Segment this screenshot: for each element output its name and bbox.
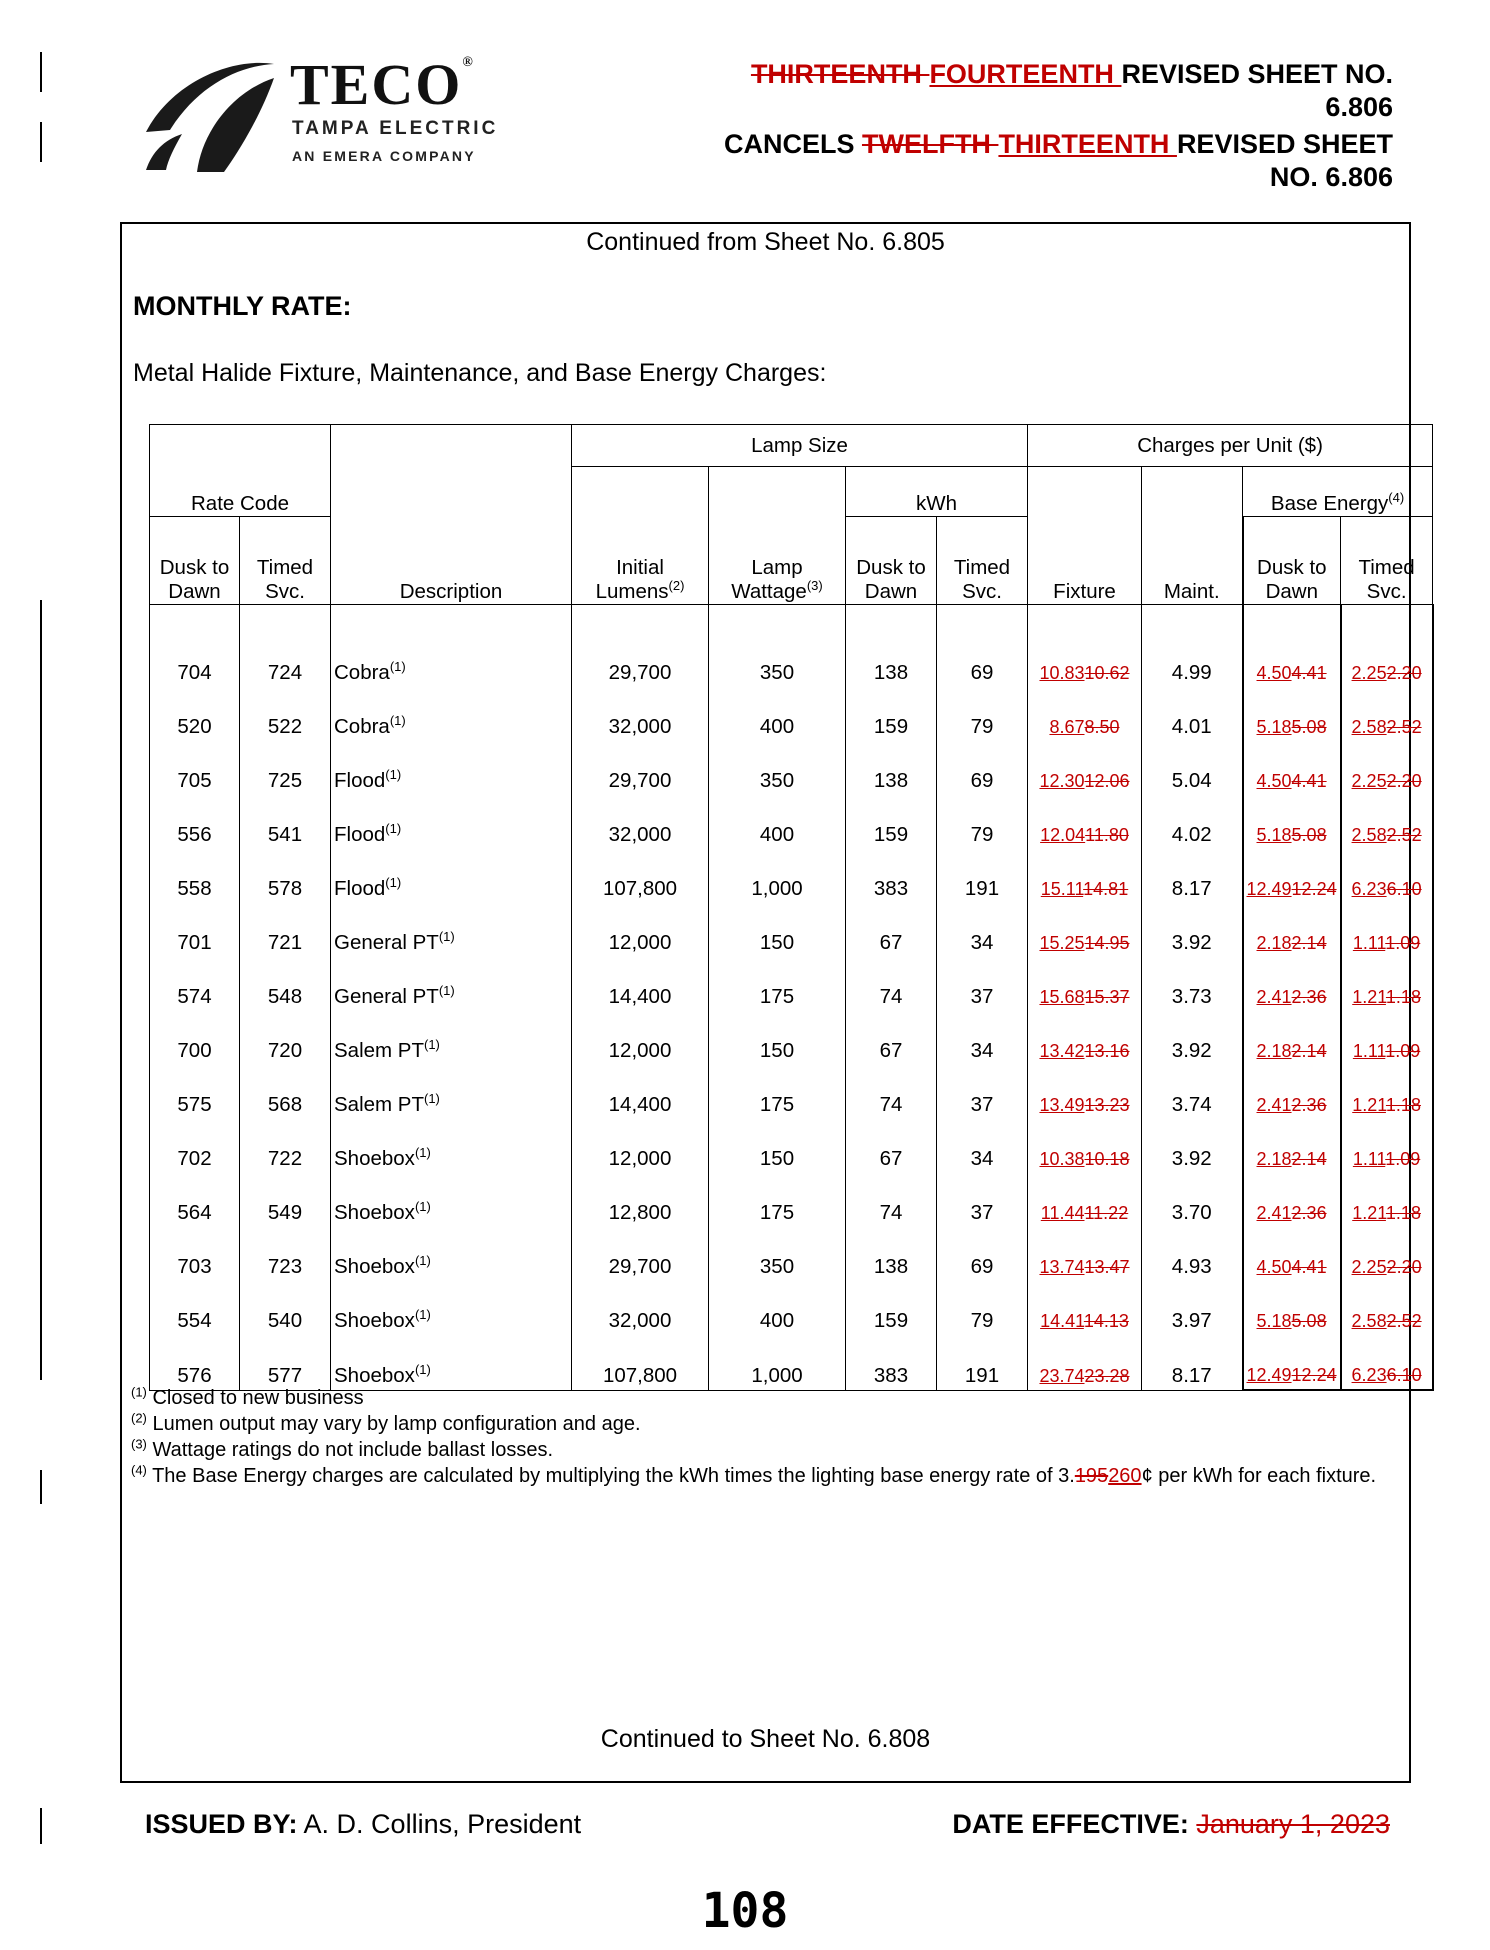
change-bar bbox=[40, 600, 42, 1380]
lamp-wattage: 350 bbox=[709, 605, 846, 688]
kwh-dusk: 138 bbox=[846, 605, 937, 688]
rate-dusk-header: Dusk to Dawn bbox=[150, 517, 240, 605]
fixture-description: General PT$^{(1)}$ bbox=[331, 957, 572, 1011]
base-energy-timed: 2.582.52 bbox=[1341, 1281, 1433, 1335]
description-header: Description bbox=[331, 425, 572, 605]
rate-code-dusk: 556 bbox=[150, 795, 240, 849]
kwh-timed: 69 bbox=[937, 741, 1028, 795]
rate-code-timed: 549 bbox=[240, 1173, 331, 1227]
fixture-charge: 15.1114.81 bbox=[1028, 849, 1142, 903]
maint-header: Maint. bbox=[1142, 467, 1243, 605]
table-row bbox=[150, 1119, 1433, 1173]
lamp-wattage: 400 bbox=[709, 1281, 846, 1335]
lamp-wattage: 175 bbox=[709, 1173, 846, 1227]
fixture-charge: 12.3012.06 bbox=[1028, 741, 1142, 795]
kwh-timed: 34 bbox=[937, 1011, 1028, 1065]
kwh-timed: 191 bbox=[937, 849, 1028, 903]
rate-code-dusk: 705 bbox=[150, 741, 240, 795]
base-energy-dusk: 2.182.14 bbox=[1243, 903, 1341, 957]
base-energy-timed: 1.111.09 bbox=[1341, 903, 1433, 957]
base-energy-timed: 2.252.20 bbox=[1341, 605, 1433, 688]
table-row bbox=[150, 795, 1433, 849]
lamp-wattage: 150 bbox=[709, 903, 846, 957]
fixture-description: Cobra$^{(1)}$ bbox=[331, 605, 572, 688]
base-energy-dusk: 5.185.08 bbox=[1243, 1281, 1341, 1335]
base-energy-timed: 1.211.18 bbox=[1341, 957, 1433, 1011]
rate-code-dusk: 574 bbox=[150, 957, 240, 1011]
initial-lumens: 32,000 bbox=[572, 687, 709, 741]
kwh-timed: 79 bbox=[937, 1281, 1028, 1335]
base-energy-timed: 2.252.20 bbox=[1341, 1227, 1433, 1281]
base-energy-timed: 2.582.52 bbox=[1341, 795, 1433, 849]
section-title: MONTHLY RATE: bbox=[133, 291, 352, 321]
table-row bbox=[150, 741, 1433, 795]
rate-code-timed: 522 bbox=[240, 687, 331, 741]
table-row bbox=[150, 903, 1433, 957]
maint-charge: 4.99 bbox=[1142, 605, 1243, 688]
fixture-description: Shoebox$^{(1)}$ bbox=[331, 1173, 572, 1227]
table-row bbox=[150, 1173, 1433, 1227]
change-bar bbox=[40, 1470, 42, 1504]
rate-code-dusk: 700 bbox=[150, 1011, 240, 1065]
footnote-1: $^{(1)}$ Closed to new business bbox=[131, 1384, 364, 1409]
maint-charge: 4.93 bbox=[1142, 1227, 1243, 1281]
base-energy-dusk: 2.182.14 bbox=[1243, 1119, 1341, 1173]
base-energy-dusk: 4.504.41 bbox=[1243, 1227, 1341, 1281]
rate-code-timed: 568 bbox=[240, 1065, 331, 1119]
fixture-description: Shoebox$^{(1)}$ bbox=[331, 1335, 572, 1390]
kwh-dusk: 138 bbox=[846, 1227, 937, 1281]
rates-table bbox=[149, 424, 1434, 1391]
base-energy-timed: 6.236.10 bbox=[1341, 1335, 1433, 1390]
maint-charge: 5.04 bbox=[1142, 741, 1243, 795]
kwh-dusk: 74 bbox=[846, 1065, 937, 1119]
rate-code-dusk: 558 bbox=[150, 849, 240, 903]
kwh-timed: 69 bbox=[937, 1227, 1028, 1281]
fixture-header: Fixture bbox=[1028, 467, 1142, 605]
lamp-wattage: 1,000 bbox=[709, 1335, 846, 1390]
kwh-timed: 37 bbox=[937, 957, 1028, 1011]
base-energy-header: Base Energy$^{(4)}$ bbox=[1243, 467, 1433, 517]
table-row bbox=[150, 1281, 1433, 1335]
initial-lumens: 12,800 bbox=[572, 1173, 709, 1227]
fixture-description: General PT$^{(1)}$ bbox=[331, 903, 572, 957]
base-energy-dusk: 2.412.36 bbox=[1243, 1173, 1341, 1227]
initial-lumens: 14,400 bbox=[572, 957, 709, 1011]
fixture-description: Flood$^{(1)}$ bbox=[331, 795, 572, 849]
rate-code-dusk: 702 bbox=[150, 1119, 240, 1173]
base-energy-dusk: 12.4912.24 bbox=[1243, 849, 1341, 903]
initial-lumens: 14,400 bbox=[572, 1065, 709, 1119]
rate-timed-header: Timed Svc. bbox=[240, 517, 331, 605]
rate-code-timed: 548 bbox=[240, 957, 331, 1011]
logo-tagline: AN EMERA COMPANY bbox=[292, 148, 476, 164]
change-bar bbox=[40, 122, 42, 162]
charges-header: Charges per Unit ($) bbox=[1028, 425, 1433, 467]
rate-code-dusk: 704 bbox=[150, 605, 240, 688]
lamp-wattage: 350 bbox=[709, 1227, 846, 1281]
footnote-2: $^{(2)}$ Lumen output may vary by lamp configuration and age. bbox=[131, 1410, 641, 1435]
rate-code-dusk: 701 bbox=[150, 903, 240, 957]
kwh-timed: 34 bbox=[937, 903, 1028, 957]
maint-charge: 3.70 bbox=[1142, 1173, 1243, 1227]
rate-code-dusk: 576 bbox=[150, 1335, 240, 1390]
rate-code-dusk: 575 bbox=[150, 1065, 240, 1119]
fixture-charge: 12.0411.80 bbox=[1028, 795, 1142, 849]
fixture-charge: 23.7423.28 bbox=[1028, 1335, 1142, 1390]
base-energy-timed: 2.582.52 bbox=[1341, 687, 1433, 741]
sheet-number-header: THIRTEENTH FOURTEENTH REVISED SHEET NO. 6.806 bbox=[750, 59, 1393, 122]
initial-lumens: 32,000 bbox=[572, 1281, 709, 1335]
kwh-dusk: 383 bbox=[846, 1335, 937, 1390]
kwh-timed: 79 bbox=[937, 795, 1028, 849]
kwh-dusk: 138 bbox=[846, 741, 937, 795]
base-energy-dusk: 2.412.36 bbox=[1243, 957, 1341, 1011]
kwh-timed: 37 bbox=[937, 1173, 1028, 1227]
kwh-timed: 79 bbox=[937, 687, 1028, 741]
rate-code-timed: 721 bbox=[240, 903, 331, 957]
kwh-timed: 191 bbox=[937, 1335, 1028, 1390]
fixture-description: Shoebox$^{(1)}$ bbox=[331, 1281, 572, 1335]
base-energy-timed: 1.211.18 bbox=[1341, 1065, 1433, 1119]
maint-charge: 4.02 bbox=[1142, 795, 1243, 849]
rate-code-timed: 724 bbox=[240, 605, 331, 688]
rate-code-timed: 578 bbox=[240, 849, 331, 903]
table-row bbox=[150, 605, 1433, 688]
maint-charge: 8.17 bbox=[1142, 849, 1243, 903]
fixture-charge: 8.678.50 bbox=[1028, 687, 1142, 741]
fixture-charge: 10.8310.62 bbox=[1028, 605, 1142, 688]
section-subtitle: Metal Halide Fixture, Maintenance, and Base Energy Charges: bbox=[133, 359, 827, 387]
kwh-timed: 34 bbox=[937, 1119, 1028, 1173]
kwh-timed: 69 bbox=[937, 605, 1028, 688]
continued-to: Continued to Sheet No. 6.808 bbox=[600, 1725, 931, 1753]
logo-wordmark: TECO® bbox=[290, 52, 475, 117]
base-energy-timed: 2.252.20 bbox=[1341, 741, 1433, 795]
lamp-size-header: Lamp Size bbox=[572, 425, 1028, 467]
maint-charge: 8.17 bbox=[1142, 1335, 1243, 1390]
rate-code-dusk: 554 bbox=[150, 1281, 240, 1335]
initial-lumens: 107,800 bbox=[572, 1335, 709, 1390]
footnotes bbox=[131, 1385, 1391, 1489]
table-row bbox=[150, 1065, 1433, 1119]
table-row bbox=[150, 849, 1433, 903]
maint-charge: 3.73 bbox=[1142, 957, 1243, 1011]
base-energy-dusk: 2.182.14 bbox=[1243, 1011, 1341, 1065]
initial-lumens: 29,700 bbox=[572, 1227, 709, 1281]
fixture-charge: 11.4411.22 bbox=[1028, 1173, 1142, 1227]
initial-lumens: 29,700 bbox=[572, 741, 709, 795]
fixture-charge: 14.4114.13 bbox=[1028, 1281, 1142, 1335]
base-energy-dusk: 4.504.41 bbox=[1243, 741, 1341, 795]
fixture-charge: 13.4213.16 bbox=[1028, 1011, 1142, 1065]
initial-lumens: 107,800 bbox=[572, 849, 709, 903]
fixture-description: Cobra$^{(1)}$ bbox=[331, 687, 572, 741]
base-energy-dusk: 4.504.41 bbox=[1243, 605, 1341, 688]
footnote-3: $^{(3)}$ Wattage ratings do not include ballast losses. bbox=[131, 1436, 554, 1461]
teco-swoosh-icon bbox=[142, 52, 277, 172]
lamp-wattage: 400 bbox=[709, 687, 846, 741]
base-energy-dusk: 5.185.08 bbox=[1243, 687, 1341, 741]
lamp-wattage: 1,000 bbox=[709, 849, 846, 903]
kwh-dusk: 159 bbox=[846, 795, 937, 849]
base-energy-timed: 1.111.09 bbox=[1341, 1011, 1433, 1065]
kwh-dusk: 74 bbox=[846, 1173, 937, 1227]
fixture-charge: 13.7413.47 bbox=[1028, 1227, 1142, 1281]
base-energy-timed: 1.111.09 bbox=[1341, 1119, 1433, 1173]
initial-lumens: 12,000 bbox=[572, 903, 709, 957]
maint-charge: 3.92 bbox=[1142, 1119, 1243, 1173]
lamp-wattage-header: Lamp Wattage$^{(3)}$ bbox=[709, 467, 846, 605]
fixture-charge: 13.4913.23 bbox=[1028, 1065, 1142, 1119]
initial-lumens: 29,700 bbox=[572, 605, 709, 688]
be-dusk-header: Dusk to Dawn bbox=[1243, 517, 1341, 605]
rate-code-dusk: 520 bbox=[150, 687, 240, 741]
maint-charge: 3.92 bbox=[1142, 903, 1243, 957]
initial-lumens: 32,000 bbox=[572, 795, 709, 849]
fixture-charge: 10.3810.18 bbox=[1028, 1119, 1142, 1173]
maint-charge: 4.01 bbox=[1142, 687, 1243, 741]
lamp-wattage: 150 bbox=[709, 1011, 846, 1065]
table-row bbox=[150, 1011, 1433, 1065]
cancels-header: CANCELS TWELFTH THIRTEENTH REVISED SHEET NO. 6.806 bbox=[723, 129, 1393, 192]
base-energy-dusk: 5.185.08 bbox=[1243, 795, 1341, 849]
table-row bbox=[150, 1335, 1433, 1390]
base-energy-dusk: 2.412.36 bbox=[1243, 1065, 1341, 1119]
change-bar bbox=[40, 1808, 42, 1844]
lamp-wattage: 175 bbox=[709, 957, 846, 1011]
lamp-wattage: 150 bbox=[709, 1119, 846, 1173]
kwh-timed-header: Timed Svc. bbox=[937, 517, 1028, 605]
rate-code-dusk: 703 bbox=[150, 1227, 240, 1281]
rate-code-timed: 541 bbox=[240, 795, 331, 849]
rate-code-timed: 722 bbox=[240, 1119, 331, 1173]
lamp-wattage: 350 bbox=[709, 741, 846, 795]
rate-code-timed: 723 bbox=[240, 1227, 331, 1281]
logo-subtitle: TAMPA ELECTRIC bbox=[292, 118, 499, 139]
kwh-dusk: 67 bbox=[846, 1011, 937, 1065]
continued-from: Continued from Sheet No. 6.805 bbox=[586, 228, 945, 256]
maint-charge: 3.92 bbox=[1142, 1011, 1243, 1065]
kwh-timed: 37 bbox=[937, 1065, 1028, 1119]
rate-code-timed: 577 bbox=[240, 1335, 331, 1390]
issued-by: ISSUED BY: A. D. Collins, President bbox=[145, 1809, 582, 1839]
table-row bbox=[150, 957, 1433, 1011]
initial-lumens: 12,000 bbox=[572, 1011, 709, 1065]
fixture-description: Shoebox$^{(1)}$ bbox=[331, 1119, 572, 1173]
initial-lumens-header: Initial Lumens$^{(2)}$ bbox=[572, 467, 709, 605]
fixture-charge: 15.6815.37 bbox=[1028, 957, 1142, 1011]
fixture-description: Shoebox$^{(1)}$ bbox=[331, 1227, 572, 1281]
footnote-4: $^{(4)}$ The Base Energy charges are calculated by multiplying the kWh times the lighting base energy rate of 3.195260¢ per kWh for each fixture. bbox=[131, 1462, 1377, 1487]
date-effective: DATE EFFECTIVE: January 1, 2023 bbox=[952, 1809, 1390, 1839]
rate-code-timed: 540 bbox=[240, 1281, 331, 1335]
fixture-description: Flood$^{(1)}$ bbox=[331, 741, 572, 795]
base-energy-dusk: 12.4912.24 bbox=[1243, 1335, 1341, 1390]
fixture-description: Salem PT$^{(1)}$ bbox=[331, 1065, 572, 1119]
kwh-dusk: 67 bbox=[846, 1119, 937, 1173]
lamp-wattage: 175 bbox=[709, 1065, 846, 1119]
change-bar bbox=[40, 52, 42, 92]
rate-code-dusk: 564 bbox=[150, 1173, 240, 1227]
rate-code-header: Rate Code bbox=[190, 492, 289, 515]
fixture-description: Salem PT$^{(1)}$ bbox=[331, 1011, 572, 1065]
rate-code-timed: 720 bbox=[240, 1011, 331, 1065]
table-row bbox=[150, 1227, 1433, 1281]
kwh-dusk: 67 bbox=[846, 903, 937, 957]
kwh-dusk: 383 bbox=[846, 849, 937, 903]
fixture-description: Flood$^{(1)}$ bbox=[331, 849, 572, 903]
fixture-charge: 15.2514.95 bbox=[1028, 903, 1142, 957]
kwh-dusk-header: Dusk to Dawn bbox=[846, 517, 937, 605]
maint-charge: 3.97 bbox=[1142, 1281, 1243, 1335]
kwh-dusk: 159 bbox=[846, 687, 937, 741]
kwh-dusk: 74 bbox=[846, 957, 937, 1011]
maint-charge: 3.74 bbox=[1142, 1065, 1243, 1119]
header-cell bbox=[150, 425, 331, 517]
lamp-wattage: 400 bbox=[709, 795, 846, 849]
rate-code-timed: 725 bbox=[240, 741, 331, 795]
table-row bbox=[150, 687, 1433, 741]
kwh-header: kWh bbox=[846, 467, 1028, 517]
be-timed-header: Timed Svc. bbox=[1341, 517, 1433, 605]
base-energy-timed: 1.211.18 bbox=[1341, 1173, 1433, 1227]
base-energy-timed: 6.236.10 bbox=[1341, 849, 1433, 903]
kwh-dusk: 159 bbox=[846, 1281, 937, 1335]
page-number: 108 bbox=[701, 1883, 789, 1939]
initial-lumens: 12,000 bbox=[572, 1119, 709, 1173]
